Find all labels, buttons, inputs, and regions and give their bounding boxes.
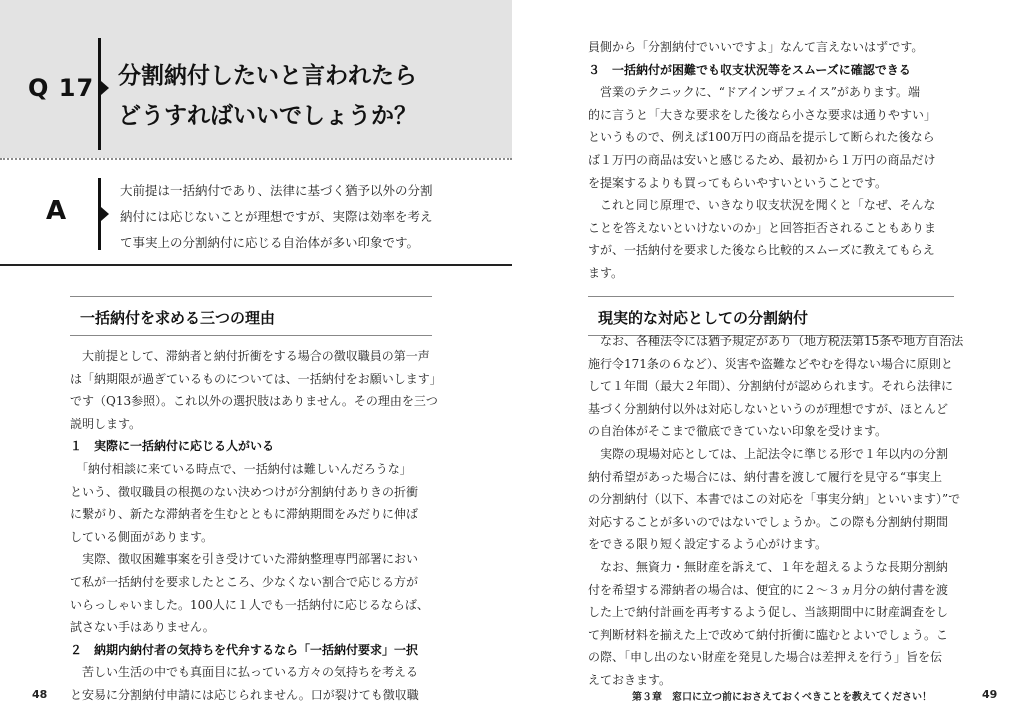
answer-line: 納付には応じないことが理想ですが、実際は効率を考え <box>120 209 433 224</box>
dotted-divider <box>0 158 512 160</box>
answer-bottom-rule <box>0 264 512 266</box>
question-title-line: 分割納付したいと言われたら <box>118 63 417 89</box>
body-line: は「納期限が過ぎているものについては、一括納付をお願いします」 <box>70 371 442 386</box>
body-line: 基づく分割納付以外は対応しないというのが理想ですが、ほとんど <box>588 401 949 416</box>
body-line: すが、一括納付を要求した後なら比較的スムーズに教えてもらえ <box>588 243 935 258</box>
question-title <box>118 56 498 136</box>
body-line: 実際の現場対応としては、上記法令に準じる形で１年以内の分割 <box>588 446 949 461</box>
subheading: ３ 一括納付が困難でも収支状況等をスムーズに確認できる <box>588 62 911 77</box>
body-line: している側面があります。 <box>70 529 214 544</box>
body-line: 大前提として、滞納者と納付折衝をする場合の徴収職員の第一声 <box>70 349 430 363</box>
body-line: 対応することが多いのではないでしょうか。この際も分割納付期間 <box>588 514 949 529</box>
answer-line: 大前提は一括納付であり、法律に基づく猶予以外の分割 <box>120 183 433 198</box>
right-page <box>512 0 1024 728</box>
body-line: という、徴収職員の根拠のない決めつけが分割納付ありきの折衝 <box>70 484 419 499</box>
body-line: えておきます。 <box>588 672 672 687</box>
body-line: 実際、徴収困難事案を引き受けていた滞納整理専門部署におい <box>70 552 419 567</box>
body-line: 説明します。 <box>70 416 142 431</box>
body-line: 的に言うと「大きな要求をした後なら小さな要求は通りやすい」 <box>588 107 937 122</box>
body-line: 試さない手はありません。 <box>70 620 215 635</box>
answer-line: て事実上の分割納付に応じる自治体が多い印象です。 <box>120 235 420 250</box>
answer-summary <box>120 178 465 256</box>
answer-bracket-arrow-icon <box>101 207 109 221</box>
answer-letter: A <box>46 196 67 226</box>
body-line: というもので、例えば100万円の商品を提示して断られた後なら <box>588 130 935 145</box>
section-heading-text: 一括納付を求める三つの理由 <box>80 309 276 327</box>
body-line: の際、「申し出のない財産を発見した場合は差押えを行う」旨を伝 <box>588 650 943 665</box>
body-line: に繋がり、新たな滞納者を生むとともに滞納期間をみだりに伸ば <box>70 507 419 522</box>
body-line: ことを答えないといけないのか」と回答拒否されることもありま <box>588 220 937 235</box>
body-line: なお、無資力・無財産を訴えて、１年を超えるような長期分割納 <box>588 559 948 574</box>
body-line: の自治体がそこまで徹底できていない印象を受けます。 <box>588 424 888 439</box>
left-body-text <box>70 345 442 707</box>
right-top-text <box>588 36 968 285</box>
body-line: 納付希望があった場合には、納付書を渡して履行を見守る“事実上 <box>588 469 943 484</box>
body-line: です（Q13参照）。これ以外の選択肢はありません。その理由を三つ <box>70 394 438 409</box>
body-line: 営業のテクニックに、“ドアインザフェイス”があります。端 <box>588 85 920 100</box>
body-line: て判断材料を揃えた上で改めて納付折衝に臨むとよいでしょう。こ <box>588 627 949 642</box>
right-body-text <box>588 330 970 692</box>
body-line: 施行令171条の６など）、災害や盗難などやむを得ない場合に原則と <box>588 356 953 371</box>
body-line: を提案するよりも買ってもらいやすいということです。 <box>588 175 888 190</box>
subheading: ２ 納期内納付者の気持ちを代弁するなら「一括納付要求」一択 <box>70 642 419 657</box>
body-line: て私が一括納付を要求したところ、少なくない割合で応じる方が <box>70 574 419 589</box>
chapter-running-title: 第３章 窓口に立つ前におさえておくべきことを教えてください！ <box>632 692 932 703</box>
body-line: 苦しい生活の中でも真面目に払っている方々の気持ちを考える <box>70 665 419 680</box>
section-heading-left <box>70 296 432 336</box>
body-line: 付を希望する滞納者の場合は、便宜的に２～３ヵ月分の納付書を渡 <box>588 582 949 597</box>
question-bracket-arrow-icon <box>101 81 109 95</box>
body-line: ます。 <box>588 265 624 280</box>
page-number-left: 48 <box>32 688 48 701</box>
page-number-right: 49 <box>982 688 998 701</box>
question-number: Q 17 <box>28 74 95 102</box>
body-line: ば１万円の商品は安いと感じるため、最初から１万円の商品だけ <box>588 152 936 167</box>
body-line: 「納付相談に来ている時点で、一括納付は難しいんだろうな」 <box>70 461 412 476</box>
body-line: と安易に分割納付申請には応じられません。口が裂けても徴収職 <box>70 687 419 702</box>
section-heading-text: 現実的な対応としての分割納付 <box>598 309 809 327</box>
body-line: の分割納付（以下、本書ではこの対応を「事実分納」といいます）”で <box>588 492 961 507</box>
body-line: 員側から「分割納付でいいですよ」なんて言えないはずです。 <box>588 40 924 54</box>
body-line: これと同じ原理で、いきなり収支状況を聞くと「なぜ、そんな <box>588 198 936 213</box>
subheading: １ 実際に一括納付に応じる人がいる <box>70 439 275 454</box>
body-line: した上で納付計画を再考するよう促し、当該期間中に財産調査をし <box>588 605 949 620</box>
body-line: をできる限り短く設定するよう心がけます。 <box>588 537 828 552</box>
body-line: いらっしゃいました。100人に１人でも一括納付に応じるならば、 <box>70 597 429 612</box>
body-line: して１年間（最大２年間）、分割納付が認められます。それら法律に <box>588 379 954 394</box>
question-title-line: どうすればいいでしょうか？ <box>118 103 417 129</box>
body-line: なお、各種法令には猶予規定があり（地方税法第15条や地方自治法 <box>588 334 964 348</box>
